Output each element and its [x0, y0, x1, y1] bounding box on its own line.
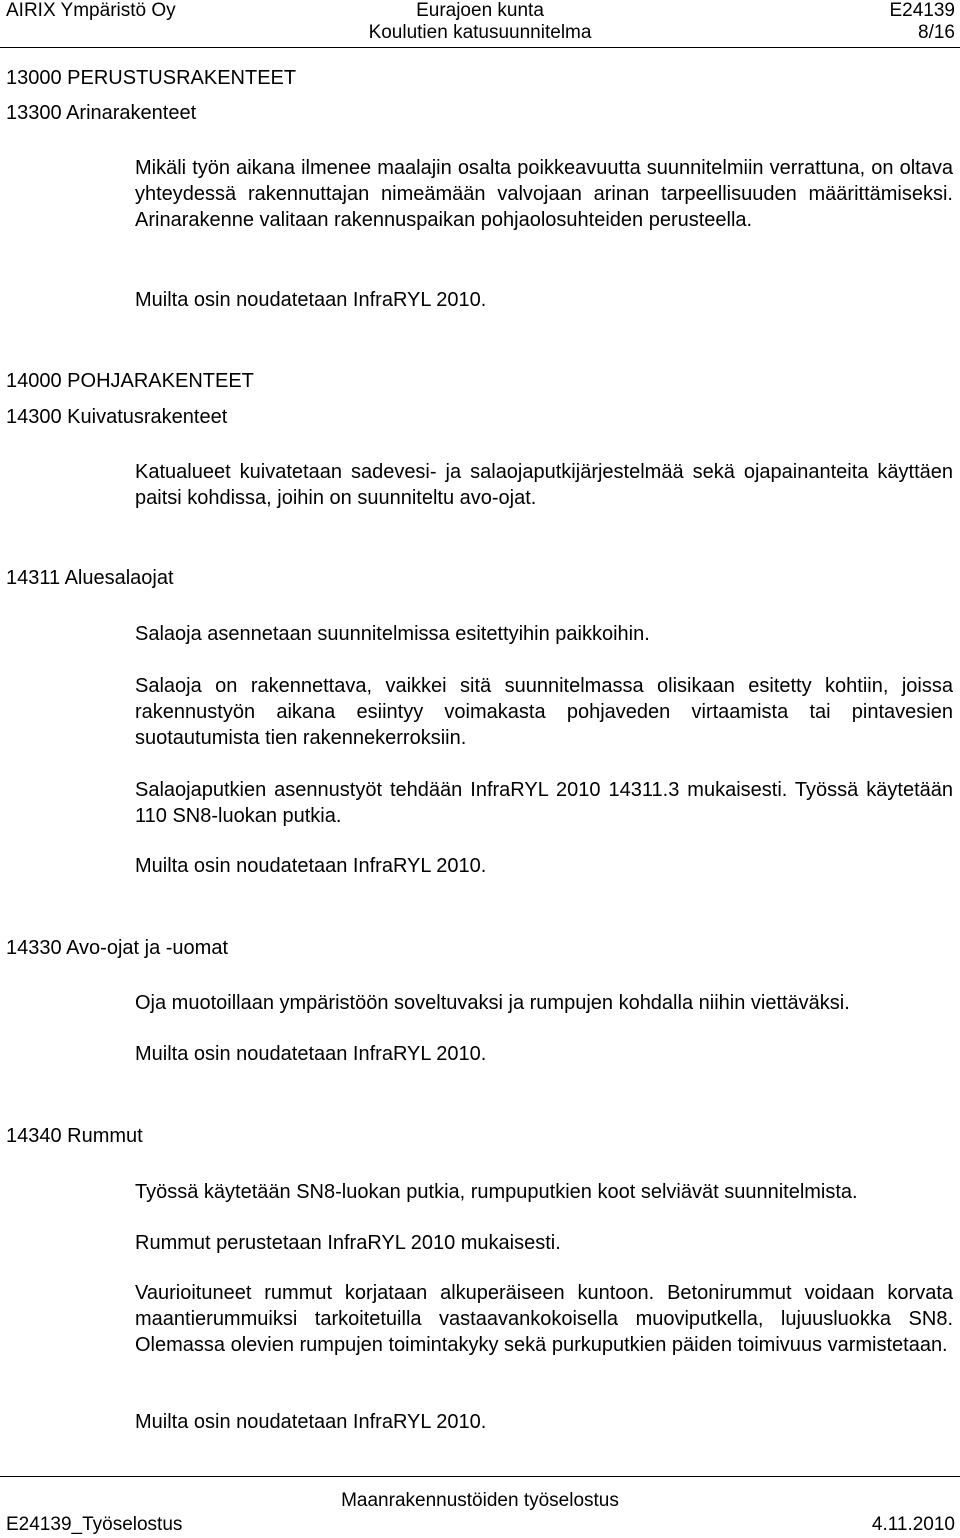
heading-13300: 13300 Arinarakenteet: [6, 102, 197, 124]
heading-14300: 14300 Kuivatusrakenteet: [6, 406, 228, 428]
paragraph-14311-4: Muilta osin noudatetaan InfraRYL 2010.: [135, 855, 487, 877]
paragraph-14311-2: Salaoja on rakennettava, vaikkei sitä suunnitelmassa olisikaan esitetty kohtiin, joissa rakennustyön aikana esiintyy voimakasta pohjaveden virtaamista tai pintavesien suotautumista tien rakennekerroksiin.: [135, 675, 953, 749]
heading-14311: 14311 Aluesalaojat: [6, 567, 174, 589]
header-divider: [0, 47, 960, 48]
header-project-code: E24139: [889, 0, 955, 21]
footer-document-type: Maanrakennustöiden työselostus: [341, 1490, 619, 1511]
heading-14340: 14340 Rummut: [6, 1125, 143, 1147]
header-municipality: Eurajoen kunta: [416, 0, 544, 21]
paragraph-14330-2: Muilta osin noudatetaan InfraRYL 2010.: [135, 1043, 487, 1065]
paragraph-13300-1: Mikäli työn aikana ilmenee maalajin osalta poikkeavuutta suunnitelmiin verrattuna, on oltava yhteydessä rakennuttajan nimeämään valvojaan arinan tarpeellisuuden määrittämiseksi. Arinarakenne valitaan rakennuspaikan pohjaolosuhteiden perusteella.: [135, 157, 953, 231]
header-page-number: 8/16: [918, 22, 955, 43]
paragraph-14300-1: Katualueet kuivatetaan sadevesi- ja salaojaputkijärjestelmää sekä ojapainanteita käyttäen paitsi kohdissa, joihin on suunniteltu avo-ojat.: [135, 461, 953, 509]
page-footer: [0, 1488, 960, 1538]
heading-14000: 14000 POHJARAKENTEET: [6, 370, 254, 392]
paragraph-14340-3: Vaurioituneet rummut korjataan alkuperäiseen kuntoon. Betonirummut voidaan korvata maantierummuiksi tarkoitetuilla vastaavankokoisella muoviputkella, lujuusluokka SN8. Olemassa olevien rumpujen toimintakyky sekä purkuputkien päiden toimivuus varmistetaan.: [135, 1282, 953, 1356]
paragraph-14330-1: Oja muotoillaan ympäristöön soveltuvaksi ja rumpujen kohdalla niihin viettäväksi.: [135, 992, 850, 1014]
header-company: AIRIX Ympäristö Oy: [6, 0, 176, 21]
paragraph-14311-1: Salaoja asennetaan suunnitelmissa esitettyihin paikkoihin.: [135, 623, 650, 645]
header-document-title: Koulutien katusuunnitelma: [368, 22, 592, 43]
paragraph-14340-4: Muilta osin noudatetaan InfraRYL 2010.: [135, 1411, 487, 1433]
page-header: [0, 0, 960, 48]
paragraph-14311-3: Salaojaputkien asennustyöt tehdään InfraRYL 2010 14311.3 mukaisesti. Työssä käytetään 110 SN8-luokan putkia.: [135, 779, 953, 827]
footer-file-name: E24139_Työselostus: [6, 1514, 183, 1535]
heading-13000: 13000 PERUSTUSRAKENTEET: [6, 67, 297, 89]
paragraph-14340-2: Rummut perustetaan InfraRYL 2010 mukaisesti.: [135, 1232, 561, 1254]
paragraph-13300-2: Muilta osin noudatetaan InfraRYL 2010.: [135, 289, 487, 311]
footer-divider: [0, 1476, 960, 1477]
paragraph-14340-1: Työssä käytetään SN8-luokan putkia, rumpuputkien koot selviävät suunnitelmista.: [135, 1181, 858, 1203]
footer-date: 4.11.2010: [871, 1514, 955, 1535]
heading-14330: 14330 Avo-ojat ja -uomat: [6, 937, 229, 959]
